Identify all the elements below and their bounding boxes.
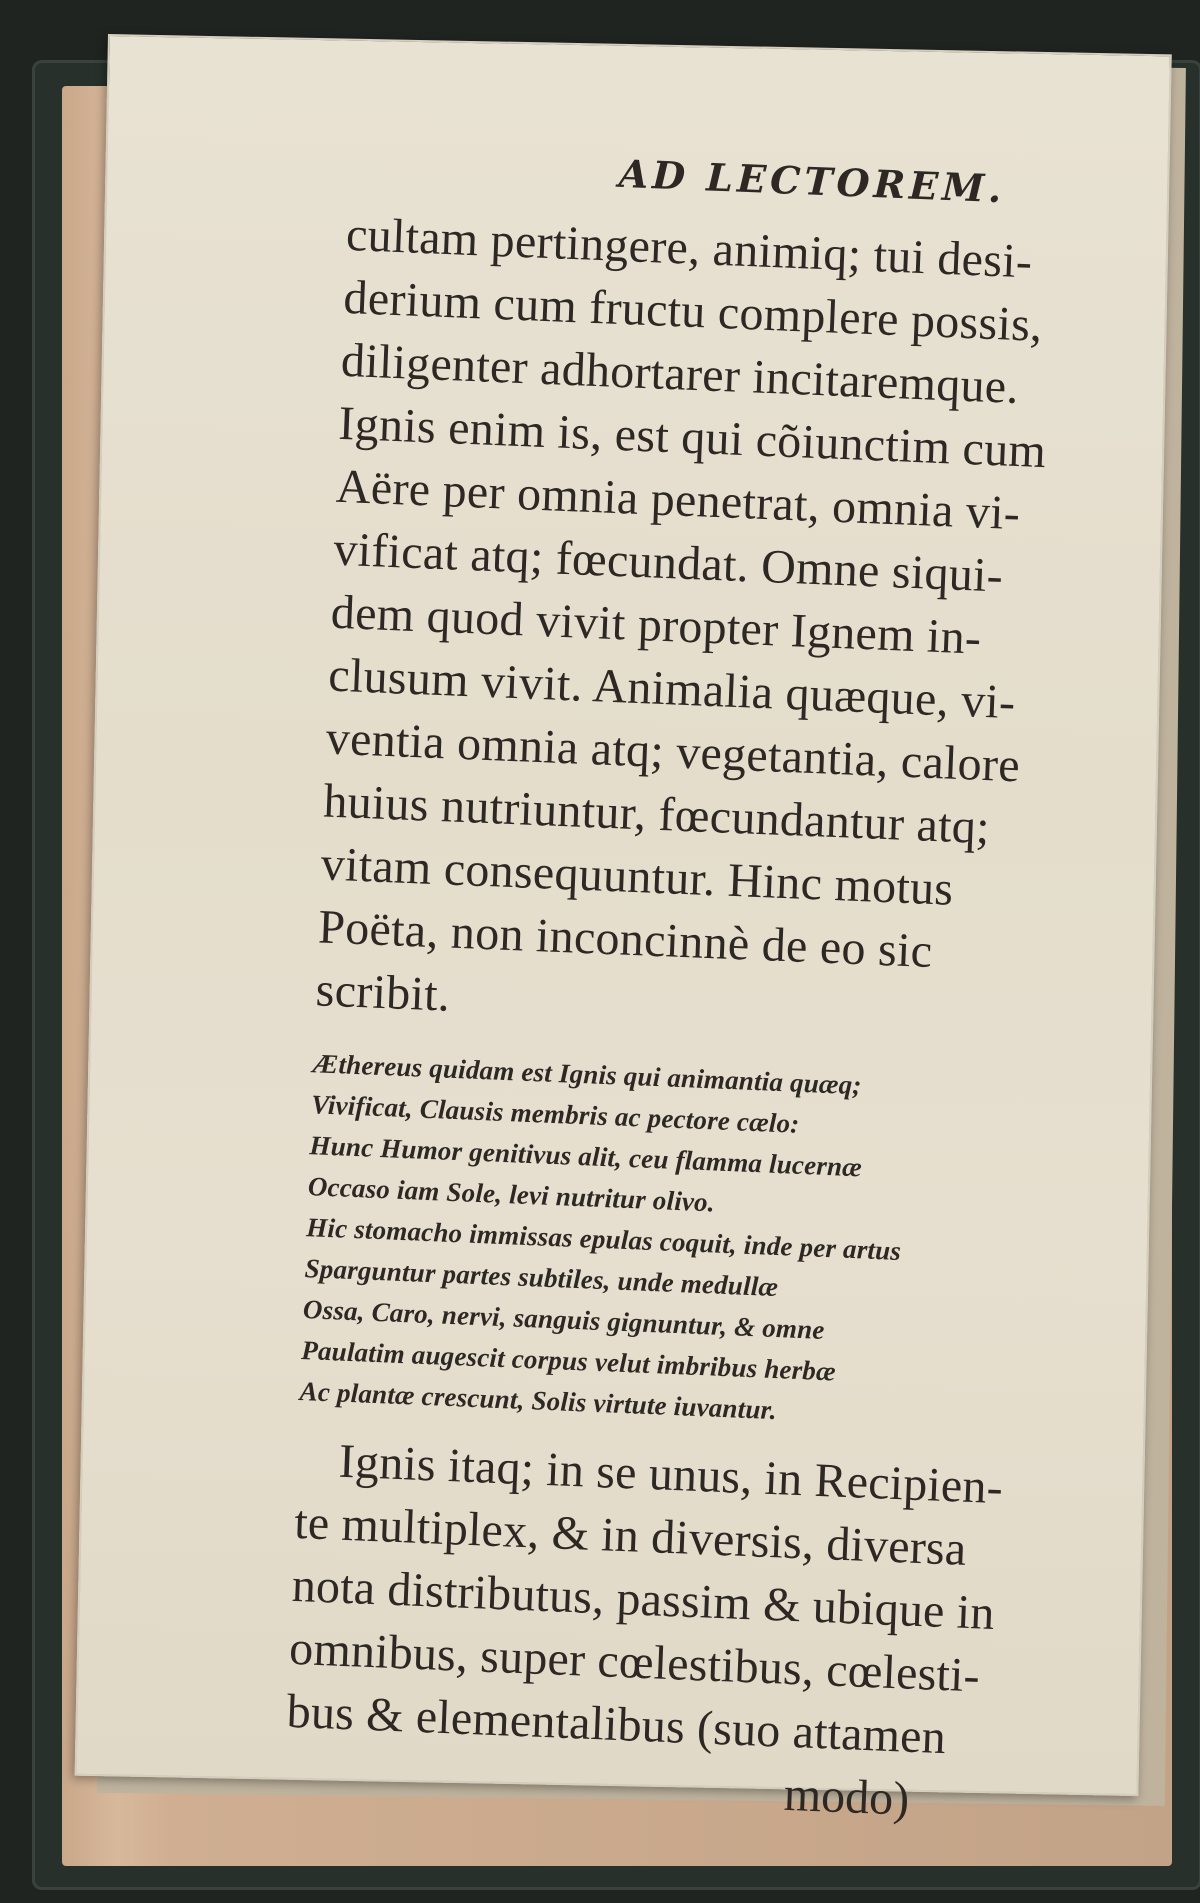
verse-line: Æthereus quidam est Ignis qui animantia quæq; <box>312 1048 863 1101</box>
main-line: derium cum fructu complere possis, <box>342 270 1044 352</box>
main-line: clusum vivit. Animalia quæque, vi- <box>327 648 1017 730</box>
main-line: Aëre per omnia penetrat, omnia vi- <box>335 459 1022 541</box>
main-line: dem quod vivit propter Ignem in- <box>329 585 983 665</box>
main-line: cultam pertingere, animiq; tui desi- <box>345 207 1034 289</box>
main-line: scribit. <box>314 963 452 1022</box>
page-text <box>283 140 1169 1839</box>
main-paragraph <box>315 203 1167 1054</box>
main-line: ventia omnia atq; vegetantia, calore <box>324 711 1021 793</box>
verse-line: Ossa, Caro, nervi, sanguis gignuntur, & omne <box>302 1294 826 1345</box>
closing-paragraph <box>283 1428 1118 1839</box>
verse-line: Vivificat, Clausis membris ac pectore cælo: <box>310 1089 801 1139</box>
main-line: vificat atq; fœcundat. Omne siqui- <box>332 522 1005 603</box>
main-line: diligenter adhortarer incitaremque. <box>340 333 1020 415</box>
verse-line: Ac plantæ crescunt, Solis virtute iuvantur. <box>299 1376 778 1426</box>
closing-line: bus & elementalibus (suo attamen <box>285 1684 948 1765</box>
verse-line: Sparguntur partes subtiles, unde medullæ <box>304 1253 779 1303</box>
verse-line: Occaso iam Sole, levi nutritur olivo. <box>307 1171 716 1218</box>
verse-block <box>299 1043 1133 1445</box>
closing-line: te multiplex, & in diversis, diversa <box>293 1495 968 1576</box>
verse-line: Hunc Humor genitivus alit, ceu flamma lucernæ <box>309 1130 863 1183</box>
main-line: vitam consequuntur. Hinc motus <box>319 837 955 916</box>
catchword: modo) <box>782 1767 911 1826</box>
main-line: huius nutriuntur, fœcundantur atq; <box>322 774 991 855</box>
closing-line: Ignis itaq; in se unus, in Recipien- <box>337 1434 1004 1515</box>
verse-line: Paulatim augescit corpus velut imbribus herbæ <box>300 1335 837 1387</box>
main-line: Ignis enim is, est qui cõiunctim cum <box>337 396 1048 479</box>
closing-line: omnibus, super cœlestibus, cœlesti- <box>288 1621 981 1703</box>
closing-line: nota distributus, passim & ubique in <box>290 1558 996 1641</box>
running-head: AD LECTOREM. <box>617 150 1007 212</box>
main-line: Poëta, non inconcinnè de eo sic <box>317 900 934 979</box>
verse-line: Hic stomacho immissas epulas coquit, inde per artus <box>305 1212 902 1267</box>
